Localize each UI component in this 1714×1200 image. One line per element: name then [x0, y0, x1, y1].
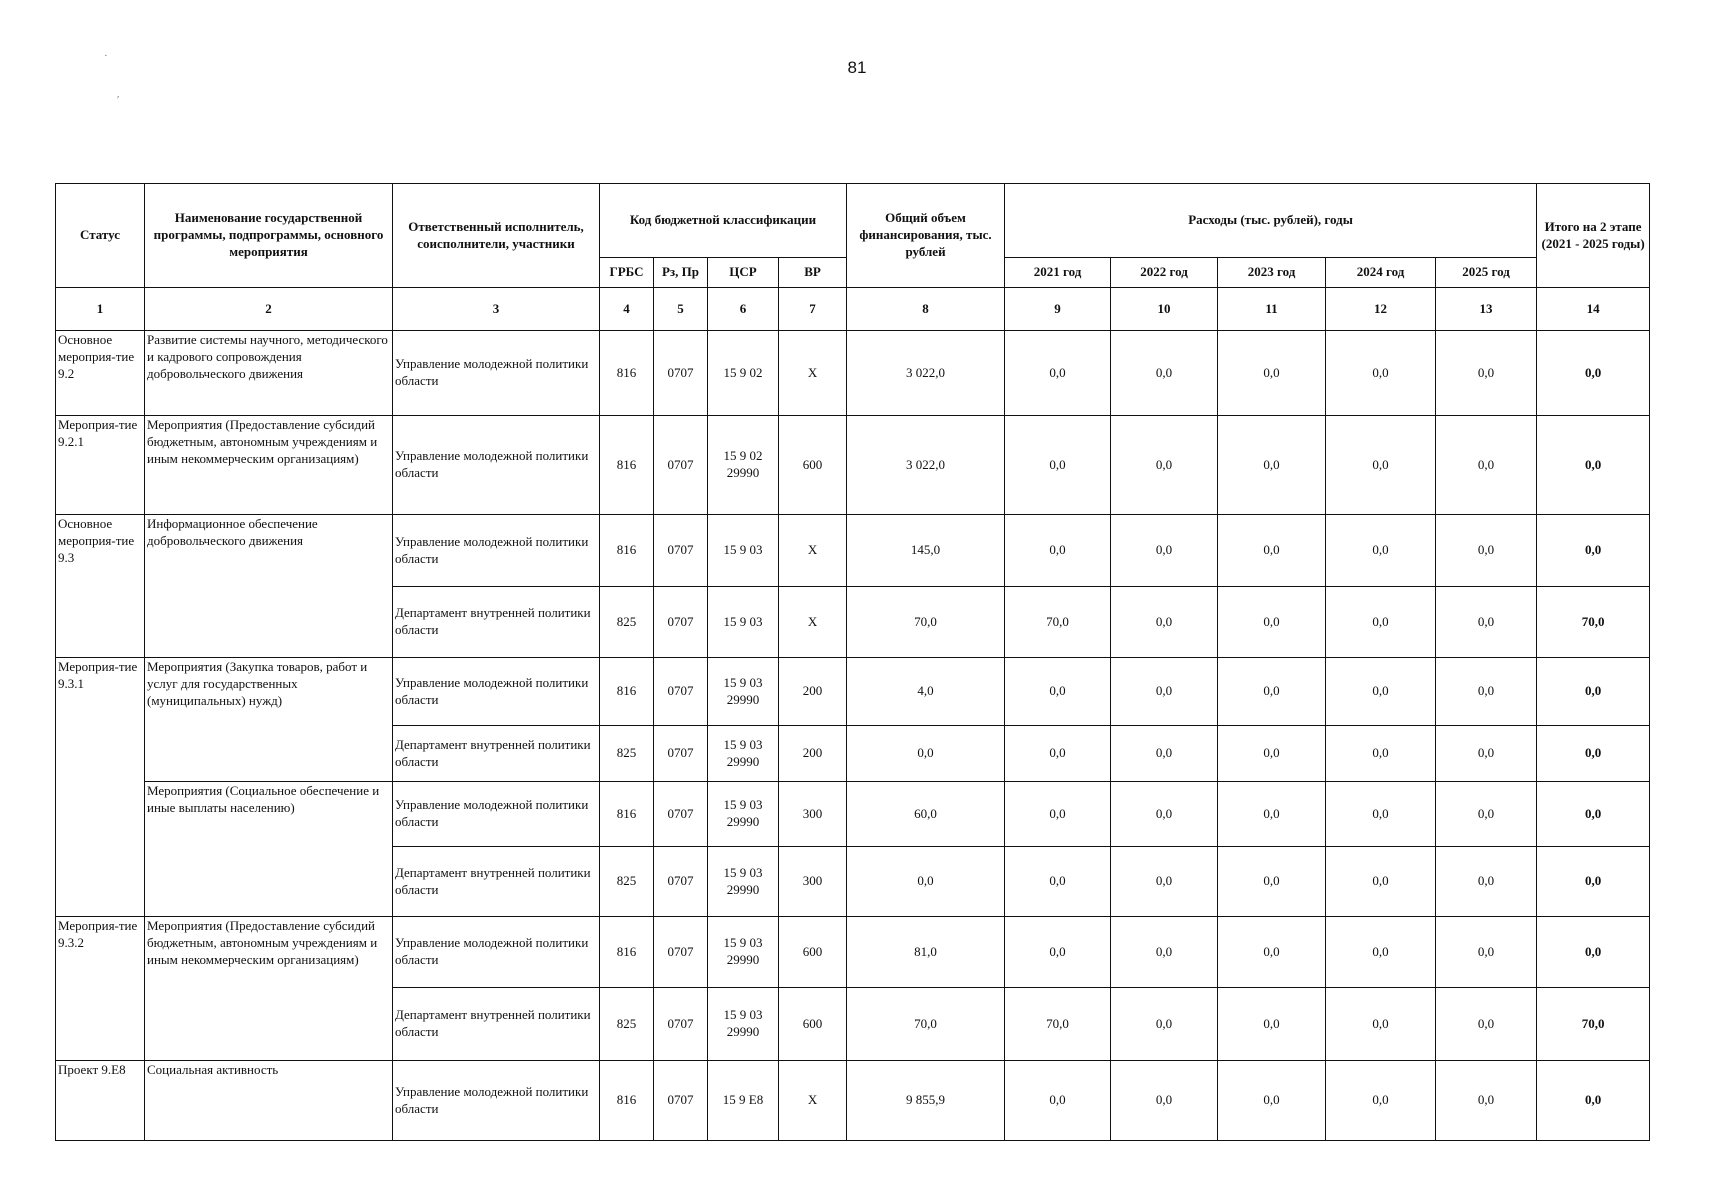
year-2022-cell: 0,0: [1111, 416, 1218, 515]
csr-cell: 15 9 03: [708, 515, 779, 587]
executor-cell: Управление молодежной политики области: [393, 917, 600, 988]
vr-cell: Х: [779, 1061, 847, 1141]
rz-pr-cell: 0707: [654, 658, 708, 726]
table-row: [56, 331, 1650, 416]
year-2022-cell: 0,0: [1111, 782, 1218, 847]
name-cell: Мероприятия (Предоставление субсидий бюджетным, автономным учреждениям и иным некоммерческим организациям): [145, 917, 393, 1061]
table-row: [56, 917, 1650, 988]
grbs-cell: 816: [600, 515, 654, 587]
stage-total-cell: 0,0: [1537, 515, 1650, 587]
year-2021-cell: 0,0: [1005, 515, 1111, 587]
year-2024-cell: 0,0: [1326, 515, 1436, 587]
vr-cell: 200: [779, 658, 847, 726]
executor-cell: Управление молодежной политики области: [393, 1061, 600, 1141]
grbs-cell: 825: [600, 726, 654, 782]
csr-cell: 15 9 02 29990: [708, 416, 779, 515]
year-2021-cell: 70,0: [1005, 988, 1111, 1061]
grbs-cell: 825: [600, 847, 654, 917]
year-2022-cell: 0,0: [1111, 988, 1218, 1061]
total-cell: 3 022,0: [847, 416, 1005, 515]
executor-cell: Департамент внутренней политики области: [393, 587, 600, 658]
scan-speck: ′: [117, 94, 120, 106]
vr-cell: 300: [779, 782, 847, 847]
page-number: 81: [847, 58, 867, 77]
year-2023-cell: 0,0: [1218, 726, 1326, 782]
column-number: 4: [600, 288, 654, 331]
stage-total-cell: 0,0: [1537, 331, 1650, 416]
rz-pr-cell: 0707: [654, 847, 708, 917]
year-2023-cell: 0,0: [1218, 917, 1326, 988]
csr-cell: 15 9 02: [708, 331, 779, 416]
year-2022-cell: 0,0: [1111, 515, 1218, 587]
year-2021-cell: 0,0: [1005, 726, 1111, 782]
total-cell: 70,0: [847, 587, 1005, 658]
stage-total-cell: 0,0: [1537, 658, 1650, 726]
header-year-2021: 2021 год: [1005, 258, 1111, 288]
year-2025-cell: 0,0: [1436, 1061, 1537, 1141]
stage-total-cell: 0,0: [1537, 416, 1650, 515]
rz-pr-cell: 0707: [654, 416, 708, 515]
vr-cell: 600: [779, 988, 847, 1061]
vr-cell: Х: [779, 515, 847, 587]
year-2023-cell: 0,0: [1218, 782, 1326, 847]
table-row: [56, 658, 1650, 726]
total-cell: 9 855,9: [847, 1061, 1005, 1141]
total-cell: 3 022,0: [847, 331, 1005, 416]
grbs-cell: 816: [600, 416, 654, 515]
executor-cell: Управление молодежной политики области: [393, 416, 600, 515]
grbs-cell: 825: [600, 587, 654, 658]
year-2024-cell: 0,0: [1326, 917, 1436, 988]
header-name: Наименование государственной программы, подпрограммы, основного мероприятия: [145, 184, 393, 288]
rz-pr-cell: 0707: [654, 782, 708, 847]
column-number-row: [56, 288, 1650, 331]
name-cell: Информационное обеспечение добровольческого движения: [145, 515, 393, 658]
vr-cell: 600: [779, 917, 847, 988]
year-2021-cell: 0,0: [1005, 782, 1111, 847]
csr-cell: 15 9 03 29990: [708, 658, 779, 726]
year-2022-cell: 0,0: [1111, 587, 1218, 658]
vr-cell: 200: [779, 726, 847, 782]
year-2024-cell: 0,0: [1326, 1061, 1436, 1141]
year-2021-cell: 0,0: [1005, 416, 1111, 515]
column-number: 9: [1005, 288, 1111, 331]
stage-total-cell: 0,0: [1537, 726, 1650, 782]
vr-cell: 600: [779, 416, 847, 515]
year-2023-cell: 0,0: [1218, 587, 1326, 658]
rz-pr-cell: 0707: [654, 587, 708, 658]
status-cell: Основное мероприя-тие 9.2: [56, 331, 145, 416]
year-2022-cell: 0,0: [1111, 658, 1218, 726]
header-year-2022: 2022 год: [1111, 258, 1218, 288]
table-row: [56, 416, 1650, 515]
status-cell: Мероприя-тие 9.3.1: [56, 658, 145, 917]
total-cell: 81,0: [847, 917, 1005, 988]
grbs-cell: 816: [600, 782, 654, 847]
csr-cell: 15 9 03 29990: [708, 847, 779, 917]
csr-cell: 15 9 03 29990: [708, 782, 779, 847]
column-number: 5: [654, 288, 708, 331]
name-cell: Мероприятия (Социальное обеспечение и иные выплаты населению): [145, 782, 393, 917]
year-2025-cell: 0,0: [1436, 847, 1537, 917]
vr-cell: Х: [779, 331, 847, 416]
table-row: [56, 515, 1650, 587]
stage-total-cell: 0,0: [1537, 782, 1650, 847]
total-cell: 0,0: [847, 847, 1005, 917]
header-status: Статус: [56, 184, 145, 288]
header-year-2023: 2023 год: [1218, 258, 1326, 288]
status-cell: Проект 9.Е8: [56, 1061, 145, 1141]
vr-cell: Х: [779, 587, 847, 658]
stage-total-cell: 70,0: [1537, 988, 1650, 1061]
year-2025-cell: 0,0: [1436, 331, 1537, 416]
header-total-volume: Общий объем финансирования, тыс. рублей: [847, 184, 1005, 288]
grbs-cell: 816: [600, 917, 654, 988]
total-cell: 70,0: [847, 988, 1005, 1061]
csr-cell: 15 9 03 29990: [708, 988, 779, 1061]
year-2021-cell: 0,0: [1005, 658, 1111, 726]
year-2023-cell: 0,0: [1218, 416, 1326, 515]
year-2022-cell: 0,0: [1111, 726, 1218, 782]
header-budget-code: Код бюджетной классификации: [600, 184, 847, 258]
column-number: 12: [1326, 288, 1436, 331]
executor-cell: Управление молодежной политики области: [393, 331, 600, 416]
rz-pr-cell: 0707: [654, 331, 708, 416]
year-2022-cell: 0,0: [1111, 917, 1218, 988]
year-2025-cell: 0,0: [1436, 515, 1537, 587]
year-2025-cell: 0,0: [1436, 658, 1537, 726]
year-2024-cell: 0,0: [1326, 331, 1436, 416]
year-2024-cell: 0,0: [1326, 416, 1436, 515]
column-number: 8: [847, 288, 1005, 331]
year-2024-cell: 0,0: [1326, 847, 1436, 917]
year-2024-cell: 0,0: [1326, 726, 1436, 782]
csr-cell: 15 9 03 29990: [708, 917, 779, 988]
csr-cell: 15 9 03: [708, 587, 779, 658]
year-2021-cell: 0,0: [1005, 917, 1111, 988]
column-number: 2: [145, 288, 393, 331]
year-2023-cell: 0,0: [1218, 1061, 1326, 1141]
header-rz-pr: Рз, Пр: [654, 258, 708, 288]
year-2022-cell: 0,0: [1111, 847, 1218, 917]
grbs-cell: 816: [600, 658, 654, 726]
year-2025-cell: 0,0: [1436, 416, 1537, 515]
year-2022-cell: 0,0: [1111, 1061, 1218, 1141]
status-cell: Основное мероприя-тие 9.3: [56, 515, 145, 658]
column-number: 11: [1218, 288, 1326, 331]
header-vr: ВР: [779, 258, 847, 288]
header-expenses: Расходы (тыс. рублей), годы: [1005, 184, 1537, 258]
header-executor: Ответственный исполнитель, соисполнители, участники: [393, 184, 600, 288]
status-cell: Мероприя-тие 9.3.2: [56, 917, 145, 1061]
grbs-cell: 825: [600, 988, 654, 1061]
executor-cell: Управление молодежной политики области: [393, 658, 600, 726]
year-2021-cell: 0,0: [1005, 847, 1111, 917]
year-2024-cell: 0,0: [1326, 658, 1436, 726]
total-cell: 145,0: [847, 515, 1005, 587]
column-number: 1: [56, 288, 145, 331]
table-row: [56, 1061, 1650, 1141]
csr-cell: 15 9 Е8: [708, 1061, 779, 1141]
year-2021-cell: 0,0: [1005, 331, 1111, 416]
total-cell: 4,0: [847, 658, 1005, 726]
name-cell: Развитие системы научного, методического и кадрового сопровождения добровольческого движения: [145, 331, 393, 416]
column-number: 7: [779, 288, 847, 331]
year-2023-cell: 0,0: [1218, 847, 1326, 917]
year-2025-cell: 0,0: [1436, 782, 1537, 847]
year-2024-cell: 0,0: [1326, 587, 1436, 658]
grbs-cell: 816: [600, 1061, 654, 1141]
column-number: 14: [1537, 288, 1650, 331]
year-2025-cell: 0,0: [1436, 587, 1537, 658]
column-number: 6: [708, 288, 779, 331]
vr-cell: 300: [779, 847, 847, 917]
executor-cell: Управление молодежной политики области: [393, 515, 600, 587]
year-2024-cell: 0,0: [1326, 782, 1436, 847]
year-2021-cell: 70,0: [1005, 587, 1111, 658]
year-2021-cell: 0,0: [1005, 1061, 1111, 1141]
rz-pr-cell: 0707: [654, 726, 708, 782]
header-csr: ЦСР: [708, 258, 779, 288]
executor-cell: Управление молодежной политики области: [393, 782, 600, 847]
scan-speck: ·: [104, 50, 108, 62]
column-number: 10: [1111, 288, 1218, 331]
header-stage-total: Итого на 2 этапе (2021 - 2025 годы): [1537, 184, 1650, 288]
rz-pr-cell: 0707: [654, 515, 708, 587]
stage-total-cell: 0,0: [1537, 847, 1650, 917]
header-year-2025: 2025 год: [1436, 258, 1537, 288]
name-cell: Социальная активность: [145, 1061, 393, 1141]
year-2022-cell: 0,0: [1111, 331, 1218, 416]
year-2025-cell: 0,0: [1436, 726, 1537, 782]
total-cell: 0,0: [847, 726, 1005, 782]
grbs-cell: 816: [600, 331, 654, 416]
csr-cell: 15 9 03 29990: [708, 726, 779, 782]
stage-total-cell: 0,0: [1537, 1061, 1650, 1141]
column-number: 3: [393, 288, 600, 331]
status-cell: Мероприя-тие 9.2.1: [56, 416, 145, 515]
name-cell: Мероприятия (Закупка товаров, работ и услуг для государственных (муниципальных) нужд): [145, 658, 393, 782]
table-row: [56, 782, 1650, 847]
column-number: 13: [1436, 288, 1537, 331]
executor-cell: Департамент внутренней политики области: [393, 847, 600, 917]
year-2023-cell: 0,0: [1218, 515, 1326, 587]
year-2025-cell: 0,0: [1436, 988, 1537, 1061]
year-2023-cell: 0,0: [1218, 658, 1326, 726]
stage-total-cell: 70,0: [1537, 587, 1650, 658]
rz-pr-cell: 0707: [654, 988, 708, 1061]
rz-pr-cell: 0707: [654, 917, 708, 988]
total-cell: 60,0: [847, 782, 1005, 847]
executor-cell: Департамент внутренней политики области: [393, 726, 600, 782]
rz-pr-cell: 0707: [654, 1061, 708, 1141]
year-2023-cell: 0,0: [1218, 988, 1326, 1061]
year-2025-cell: 0,0: [1436, 917, 1537, 988]
header-grbs: ГРБС: [600, 258, 654, 288]
header-year-2024: 2024 год: [1326, 258, 1436, 288]
stage-total-cell: 0,0: [1537, 917, 1650, 988]
executor-cell: Департамент внутренней политики области: [393, 988, 600, 1061]
year-2024-cell: 0,0: [1326, 988, 1436, 1061]
year-2023-cell: 0,0: [1218, 331, 1326, 416]
budget-table: [55, 183, 1650, 1141]
name-cell: Мероприятия (Предоставление субсидий бюджетным, автономным учреждениям и иным некоммерческим организациям): [145, 416, 393, 515]
